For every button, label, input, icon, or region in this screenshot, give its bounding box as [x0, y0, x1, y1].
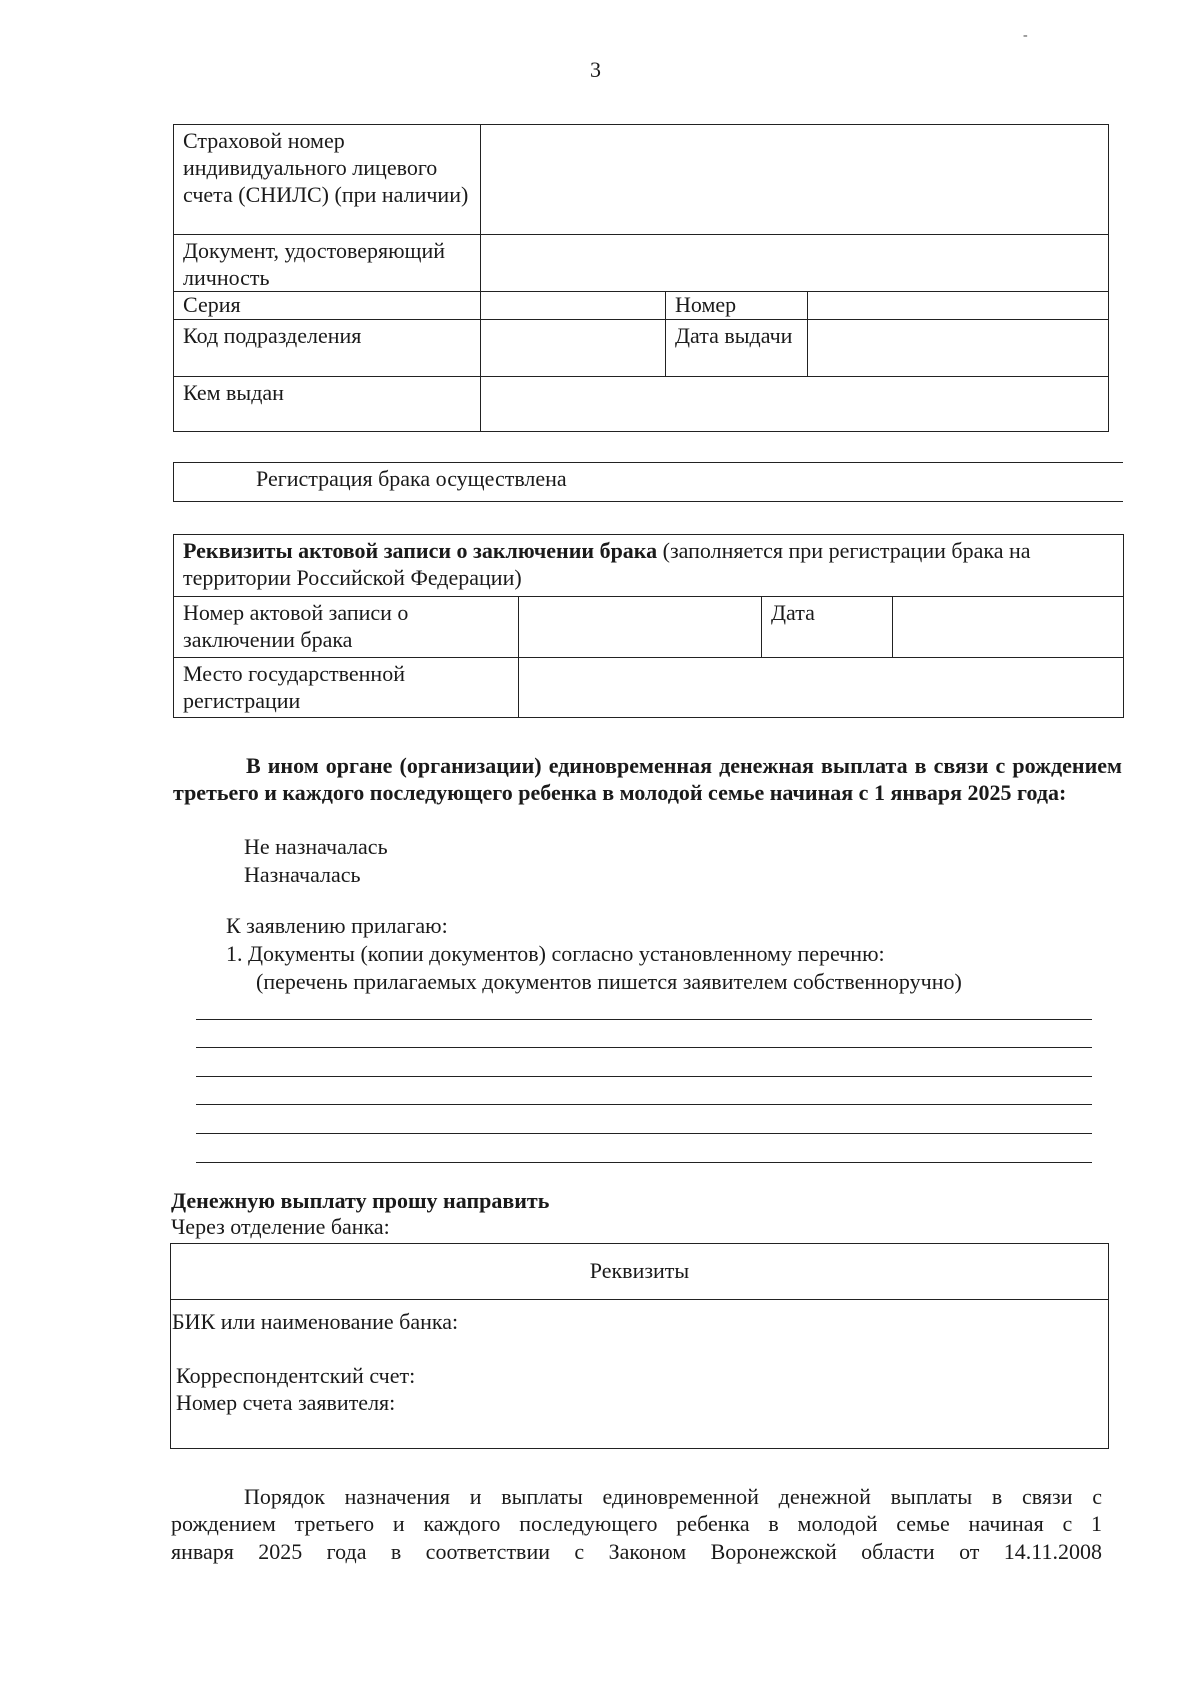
attachment-line-6[interactable] [196, 1162, 1092, 1163]
marriage-record-header [174, 535, 1124, 597]
marriage-box-top [173, 462, 1123, 463]
attachments-item-1: 1. Документы (копии документов) согласно установленному перечню: [226, 941, 885, 966]
procedure-line-3: января 2025 года в соответствии с Законом Воронежской области от 14.11.2008 [171, 1539, 1102, 1564]
subdivision-code-field[interactable] [481, 320, 666, 377]
identity-table [173, 124, 1109, 432]
snils-field[interactable] [481, 125, 1109, 235]
record-number-field[interactable] [519, 597, 762, 658]
attachment-line-3[interactable] [196, 1076, 1092, 1077]
marriage-record-header-note: (заполняется при регистрации брака на территории Российской Федерации) [183, 538, 1031, 590]
number-field[interactable] [808, 292, 1109, 320]
marriage-box-left [173, 462, 174, 502]
number-label: Номер [666, 292, 808, 320]
page-number: 3 [590, 57, 601, 82]
subdivision-code-label: Код подразделения [174, 320, 481, 377]
snils-label: Страховой номер индивидуального лицевого счета (СНИЛС) (при наличии) [174, 125, 481, 235]
issue-date-field[interactable] [808, 320, 1109, 377]
series-label: Серия [174, 292, 481, 320]
record-date-field[interactable] [893, 597, 1124, 658]
option-assigned[interactable]: Назначалась [244, 862, 361, 887]
attachments-note: (перечень прилагаемых документов пишется заявителем собственноручно) [256, 969, 962, 994]
issued-by-label: Кем выдан [174, 377, 481, 432]
series-field[interactable] [481, 292, 666, 320]
payment-via-bank: Через отделение банка: [171, 1214, 390, 1239]
procedure-line-2: рождением третьего и каждого последующего ребенка в молодой семье начиная с 1 [171, 1511, 1102, 1536]
attachment-line-1[interactable] [196, 1019, 1092, 1020]
bik-label[interactable]: БИК или наименование банка: [172, 1309, 459, 1334]
bank-details-header: Реквизиты [589, 1258, 690, 1283]
corr-account-label[interactable]: Корреспондентский счет: [176, 1363, 416, 1388]
marriage-record-header-bold: Реквизиты актовой записи о заключении брака [183, 538, 658, 563]
corner-mark: - [1023, 28, 1028, 43]
registration-place-field[interactable] [519, 658, 1124, 718]
attachment-line-2[interactable] [196, 1047, 1092, 1048]
account-label[interactable]: Номер счета заявителя: [176, 1390, 396, 1415]
issued-by-field[interactable] [481, 377, 1109, 432]
procedure-line-1: Порядок назначения и выплаты единовременной денежной выплаты в связи с [244, 1484, 1102, 1509]
marriage-registered-label: Регистрация брака осуществлена [256, 466, 567, 491]
record-date-label: Дата [762, 597, 893, 658]
marriage-record-table [173, 534, 1124, 718]
attachment-line-5[interactable] [196, 1133, 1092, 1134]
document-field[interactable] [481, 235, 1109, 292]
attachments-intro: К заявлению прилагаю: [226, 913, 448, 938]
registration-place-label: Место государственной регистрации [174, 658, 519, 718]
record-number-label: Номер актовой записи о заключении брака [174, 597, 519, 658]
document-label: Документ, удостоверяющий личность [174, 235, 481, 292]
payment-heading: Денежную выплату прошу направить [171, 1188, 550, 1213]
attachment-line-4[interactable] [196, 1104, 1092, 1105]
other-authority-text: В ином органе (организации) единовременная денежная выплата в связи с рождением третьего и каждого последующего ребенка в молодой семье начиная с 1 января 2025 года: [173, 753, 1122, 805]
marriage-box-bottom [173, 501, 1123, 502]
issue-date-label: Дата выдачи [666, 320, 808, 377]
option-not-assigned[interactable]: Не назначалась [244, 834, 388, 859]
